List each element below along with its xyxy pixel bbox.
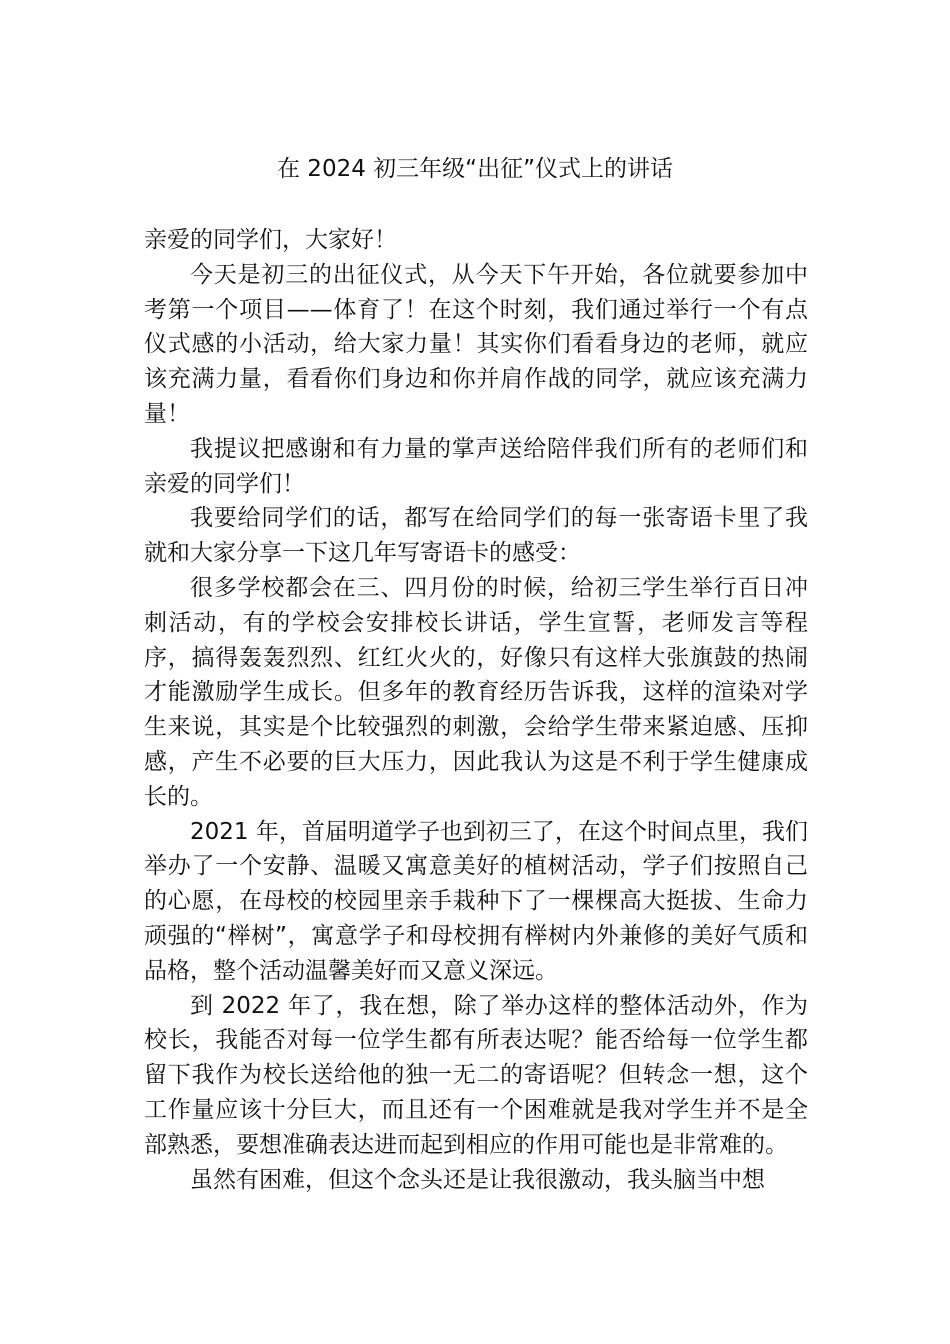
greeting: 亲爱的同学们，大家好！ — [144, 227, 397, 253]
paragraph: 虽然有困难，但这个念头还是让我很激动，我头脑当中想 — [190, 1166, 765, 1193]
document-title: 在 2024 初三年级“出征”仪式上的讲话 — [277, 156, 673, 182]
paragraph: 到 2022 年了，我在想，除了举办这样的整体活动外，作为校长，我能否对每一位学生都有所表达呢？能否给每一位学生都留下我作为校长送给他的独一无二的寄语呢？但转念一想，这个工作量应该十分巨大，而且还有一个困难就是我对学生并不是全部熟悉，要想准确表达进而起到相应的作用可能也是非常难的。 — [144, 992, 808, 1158]
paragraph: 今天是初三的出征仪式，从今天下午开始，各位就要参加中考第一个项目——体育了！在这个时刻，我们通过举行一个有点仪式感的小活动，给大家力量！其实你们看看身边的老师，就应该充满力量，看看你们身边和你并肩作战的同学，就应该充满力量！ — [144, 261, 808, 427]
paragraph: 我要给同学们的话，都写在给同学们的每一张寄语卡里了我就和大家分享一下这几年写寄语卡的感受： — [144, 505, 808, 567]
paragraph: 很多学校都会在三、四月份的时候，给初三学生举行百日冲刺活动，有的学校会安排校长讲话，学生宣誓，老师发言等程序，搞得轰轰烈烈、红红火火的，好像只有这样大张旗鼓的热闹才能激励学生成长。但多年的教育经历告诉我，这样的渲染对学生来说，其实是个比较强烈的刺激，会给学生带来紧迫感、压抑感，产生不必要的巨大压力，因此我认为这是不利于学生健康成长的。 — [144, 574, 808, 810]
paragraph: 我提议把感谢和有力量的掌声送给陪伴我们所有的老师们和亲爱的同学们！ — [144, 435, 808, 497]
paragraph: 2021 年，首届明道学子也到初三了，在这个时间点里，我们举办了一个安静、温暖又寓意美好的植树活动，学子们按照自己的心愿，在母校的校园里亲手栽种下了一棵棵高大挺拔、生命力顽强的“榉树”，寓意学子和母校拥有榉树内外兼修的美好气质和品格，整个活动温馨美好而又意义深远。 — [144, 818, 808, 984]
document-body — [144, 223, 808, 1197]
